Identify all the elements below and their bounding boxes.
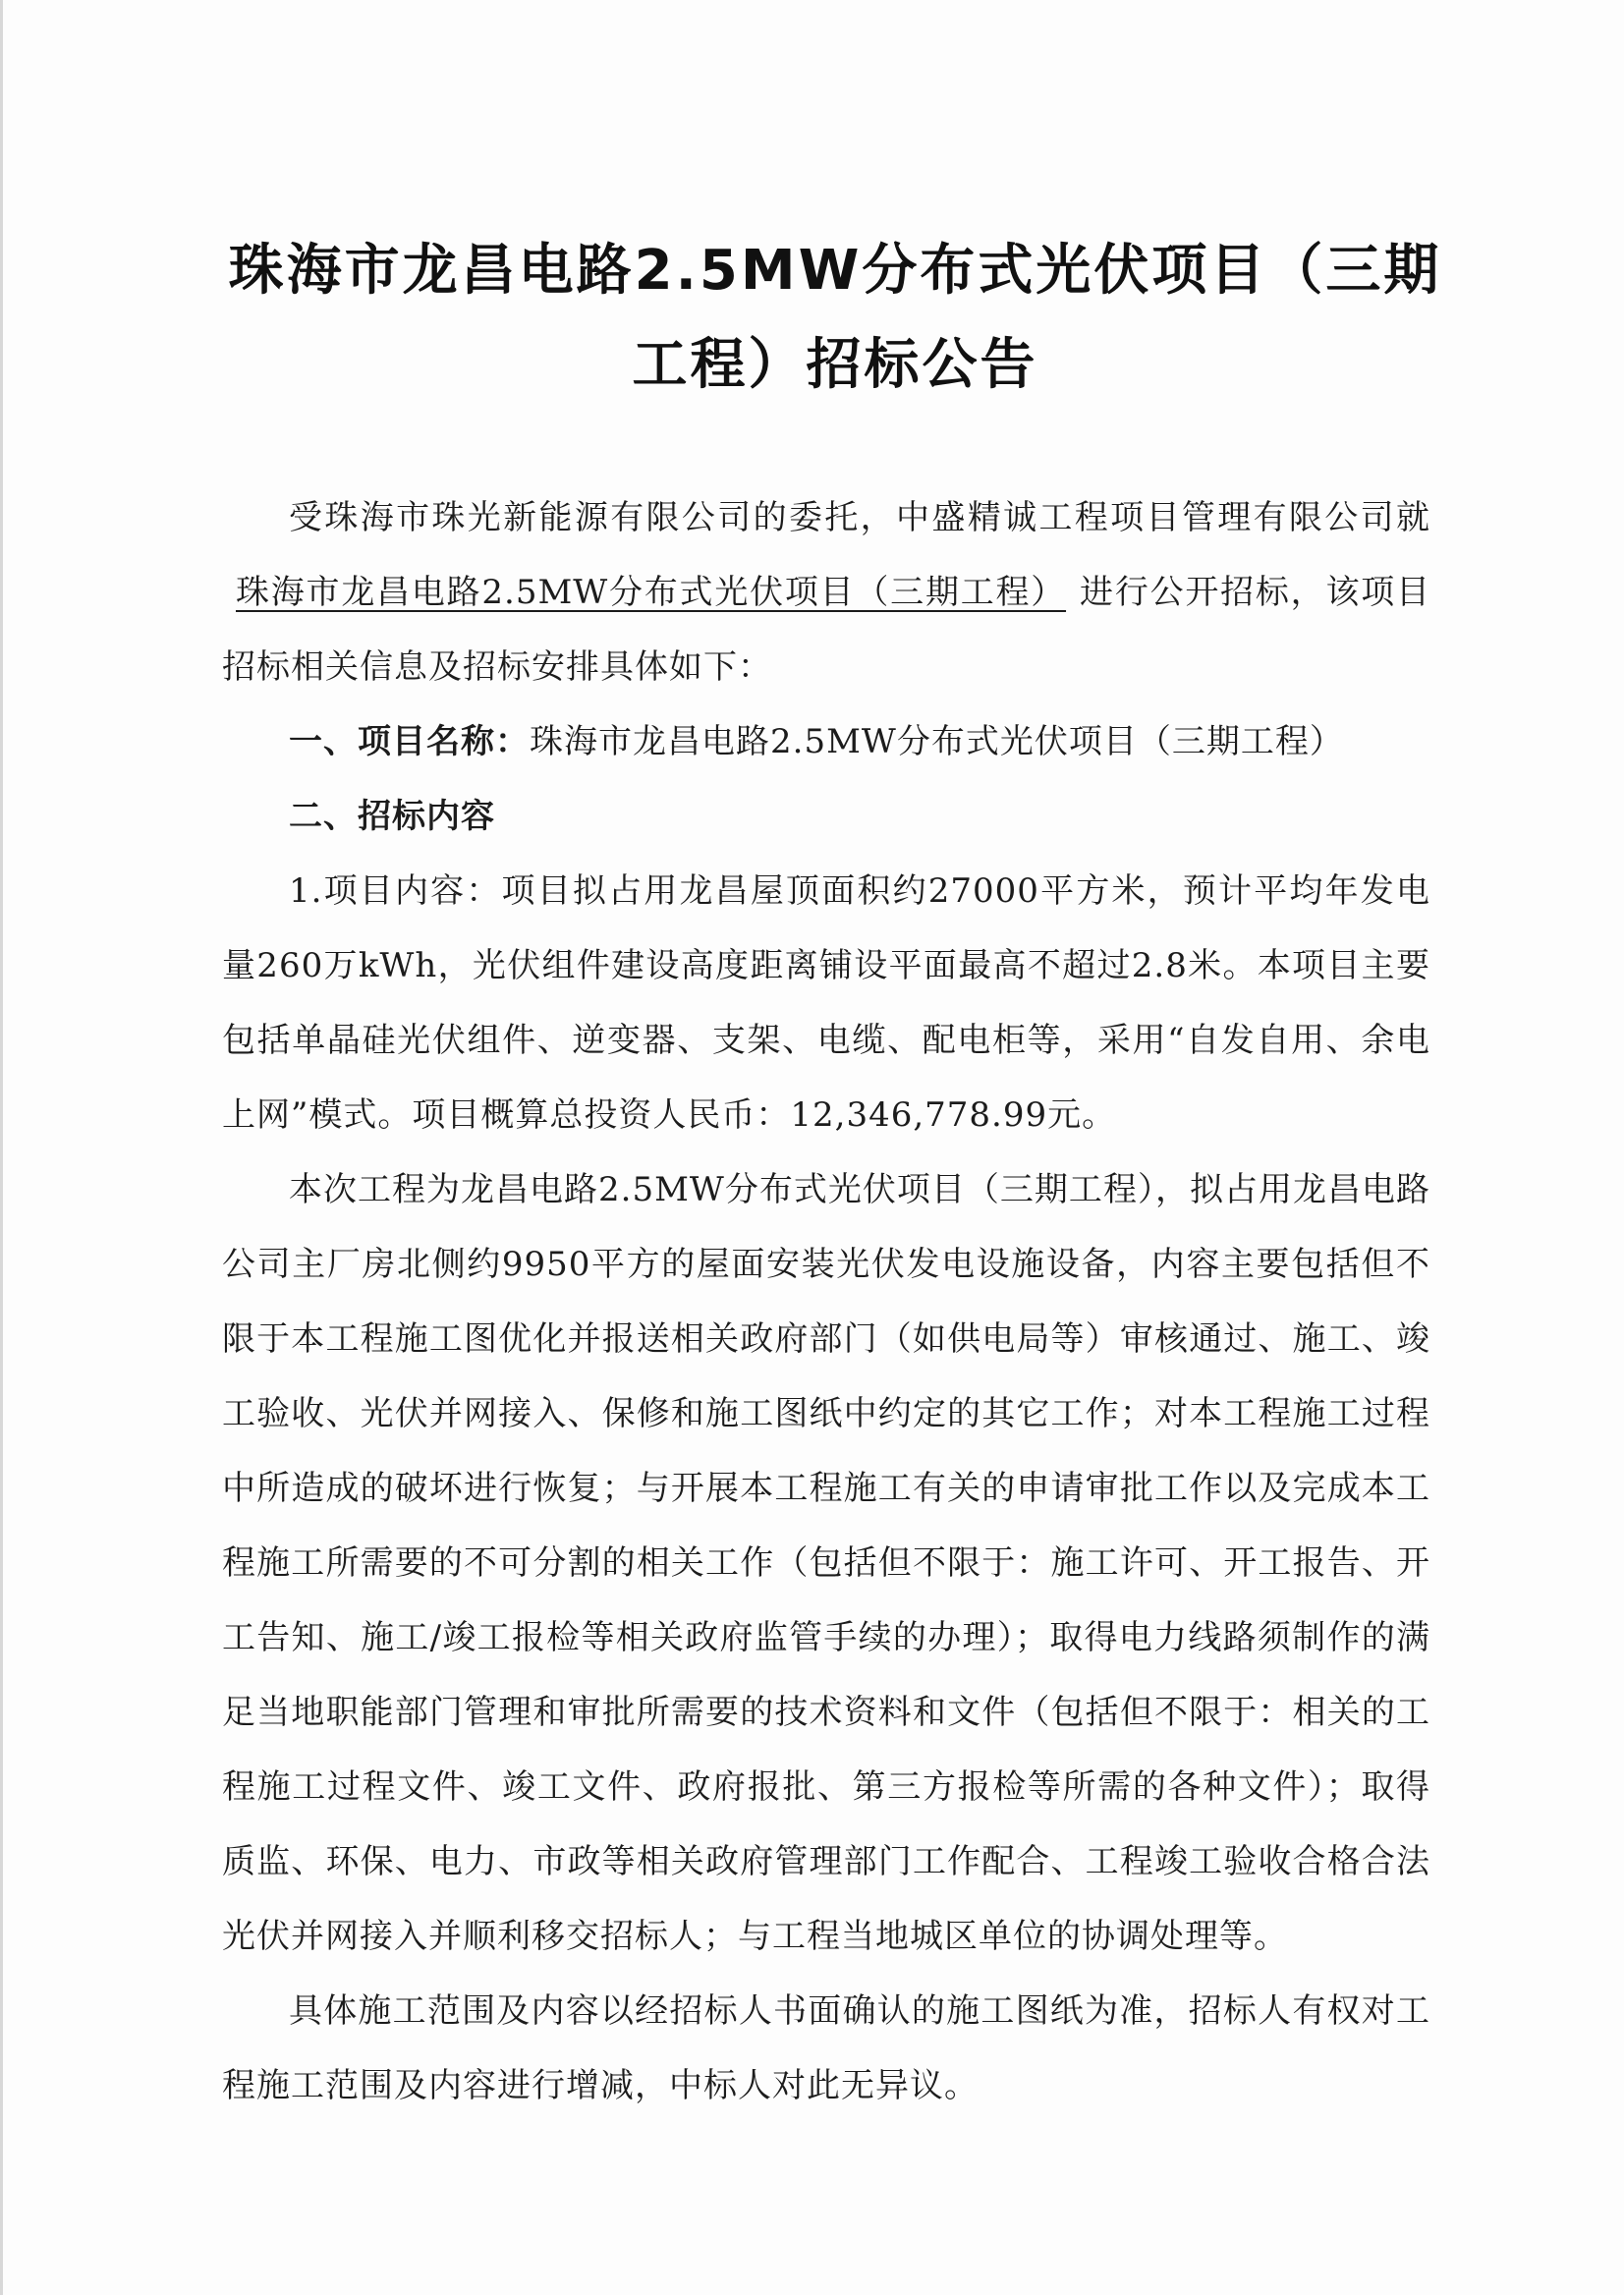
section-2 xyxy=(222,779,1430,854)
paragraph-final-scope: 具体施工范围及内容以经招标人书面确认的施工图纸为准，招标人有权对工程施工范围及内容进行增减，中标人对此无异议。 xyxy=(222,1991,1430,2105)
section-1-value: 珠海市龙昌电路2.5MW分布式光伏项目（三期工程） xyxy=(530,722,1344,761)
scan-edge xyxy=(0,0,3,2295)
section-1-label: 一、项目名称： xyxy=(289,722,530,761)
section-2-label: 二、招标内容 xyxy=(289,797,495,836)
paragraph-scope: 本次工程为龙昌电路2.5MW分布式光伏项目（三期工程），拟占用龙昌电路公司主厂房北侧约9950平方的屋面安装光伏发电设施设备，内容主要包括但不限于本工程施工图优化并报送相关政府部门（如供电局等）审核通过、施工、竣工验收、光伏并网接入、保修和施工图纸中约定的其它工作；对本工程施工过程中所造成的破坏进行恢复；与开展本工程施工有关的申请审批工作以及完成本工程施工所需要的不可分割的相关工作（包括但不限于：施工许可、开工报告、开工告知、施工/竣工报检等相关政府监管手续的办理）；取得电力线路须制作的满足当地职能部门管理和审批所需要的技术资料和文件（包括但不限于：相关的工程施工过程文件、竣工文件、政府报批、第三方报检等所需的各种文件）；取得质监、环保、电力、市政等相关政府管理部门工作配合、工程竣工验收合格合法光伏并网接入并顺利移交招标人；与工程当地城区单位的协调处理等。 xyxy=(222,1170,1430,1956)
document-title xyxy=(196,224,1474,413)
document-body xyxy=(222,480,1430,2123)
intro-paragraph xyxy=(222,480,1430,704)
title-line-1: 珠海市龙昌电路2.5MW分布式光伏项目（三期 xyxy=(228,239,1442,303)
paragraph-project-content: 1.项目内容：项目拟占用龙昌屋顶面积约27000平方米，预计平均年发电量260万kWh，光伏组件建设高度距离铺设平面最高不超过2.8米。本项目主要包括单晶硅光伏组件、逆变器、支架、电缆、配电柜等，采用“自发自用、余电上网”模式。项目概算总投资人民币：12,346,778.99元。 xyxy=(222,871,1430,1135)
intro-prefix: 受珠海市珠光新能源有限公司的委托，中盛精诚工程项目管理有限公司就 xyxy=(289,498,1430,537)
title-line-2: 工程）招标公告 xyxy=(632,333,1038,397)
intro-project-name: 珠海市龙昌电路2.5MW分布式光伏项目（三期工程） xyxy=(236,573,1067,612)
intro-suffix: 进行公开招标，该项目招标相关信息及招标安排具体如下： xyxy=(222,573,1430,687)
section-1 xyxy=(222,704,1430,779)
